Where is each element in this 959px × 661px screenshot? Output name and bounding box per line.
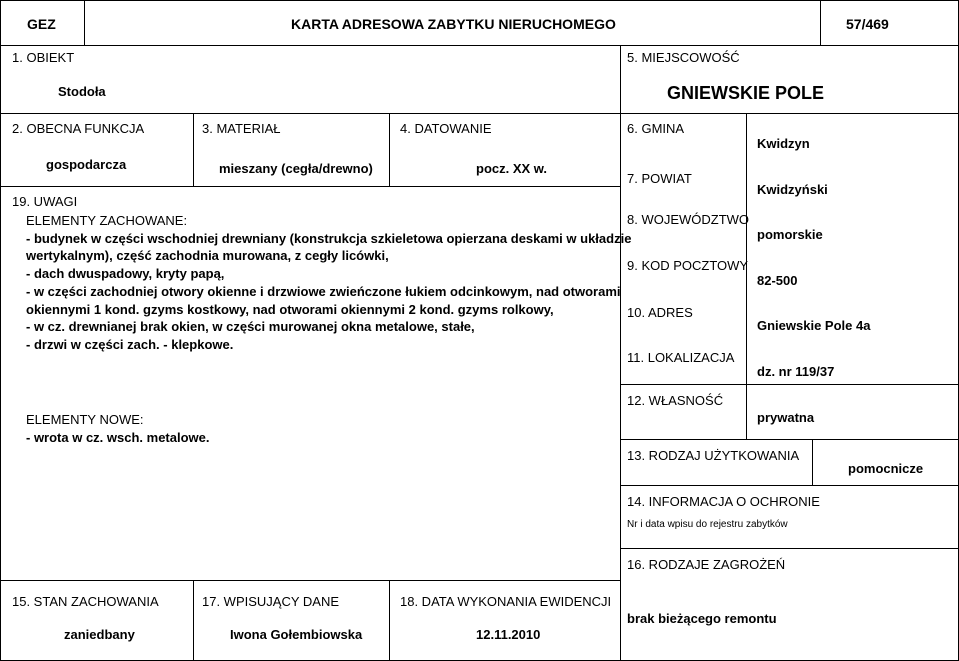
header-left: GEZ — [27, 16, 56, 32]
rodzaj-sep — [812, 439, 813, 485]
row2-sep-2 — [389, 113, 390, 186]
kod-value: 82-500 — [757, 273, 798, 288]
powiat-value: Kwidzyński — [757, 182, 828, 197]
right-divider-1 — [620, 384, 959, 385]
wlasnosc-label: 12. WŁASNOŚĆ — [627, 393, 724, 408]
gmina-value: Kwidzyn — [757, 136, 810, 151]
right-divider-2 — [620, 439, 959, 440]
wpisujacy-label: 17. WPISUJĄCY DANE — [202, 594, 340, 609]
adres-value: Gniewskie Pole 4a — [757, 318, 871, 333]
right-col-sep — [746, 113, 747, 384]
border-top — [0, 0, 959, 1]
row-divider-2 — [0, 186, 620, 187]
uwagi-new — [26, 411, 210, 446]
uwagi-text — [26, 212, 631, 354]
row-divider-3 — [0, 580, 620, 581]
page-title: KARTA ADRESOWA ZABYTKU NIERUCHOMEGO — [291, 16, 616, 32]
wlasnosc-sep — [746, 384, 747, 439]
uwagi-line: - w cz. drewnianej brak okien, w części murowanej okna metalowe, stałe, — [26, 319, 475, 335]
card-number: 57/469 — [846, 16, 889, 32]
wpisujacy-value: Iwona Gołembiowska — [230, 627, 363, 642]
uwagi-line: - w części zachodniej otwory okienne i drzwiowe zwieńczone łukiem odcinkowym, nad otworami — [26, 283, 621, 299]
header-divider — [0, 45, 959, 46]
stan-label: 15. STAN ZACHOWANIA — [12, 594, 159, 609]
right-divider-4 — [620, 548, 959, 549]
lokalizacja-value: dz. nr 119/37 — [757, 364, 835, 379]
datowanie-label: 4. DATOWANIE — [400, 121, 492, 136]
datowanie-value: pocz. XX w. — [476, 161, 548, 176]
rodzaj-value: pomocnicze — [848, 461, 924, 476]
stan-value: zaniedbany — [64, 627, 135, 642]
bottom-sep-1 — [193, 580, 194, 661]
miejscowosc-value: GNIEWSKIE POLE — [667, 83, 825, 103]
lokalizacja-label: 11. LOKALIZACJA — [627, 350, 735, 365]
border-left — [0, 0, 1, 661]
bottom-sep-2 — [389, 580, 390, 661]
wlasnosc-value: prywatna — [757, 410, 815, 425]
wojewodztwo-value: pomorskie — [757, 227, 823, 242]
informacja-label: 14. INFORMACJA O OCHRONIE — [627, 494, 820, 509]
uwagi-line: wertykalnym), część zachodnia murowana, z cegły licówki, — [26, 248, 389, 264]
row2-sep-1 — [193, 113, 194, 186]
uwagi-new-line: - wrota w cz. wsch. metalowe. — [26, 429, 210, 445]
right-divider-3 — [620, 485, 959, 486]
data-value: 12.11.2010 — [476, 627, 541, 642]
uwagi-label: 19. UWAGI — [12, 194, 78, 209]
funkcja-label: 2. OBECNA FUNKCJA — [12, 121, 145, 136]
miejscowosc-label: 5. MIEJSCOWOŚĆ — [627, 50, 740, 65]
rodzaj-label: 13. RODZAJ UŻYTKOWANIA — [627, 448, 800, 463]
header-sep-2 — [820, 0, 821, 45]
row-divider-1 — [0, 113, 620, 114]
gmina-label: 6. GMINA — [627, 121, 685, 136]
obiekt-value: Stodoła — [58, 84, 106, 99]
obiekt-label: 1. OBIEKT — [12, 50, 75, 65]
uwagi-heading: ELEMENTY ZACHOWANE: — [26, 213, 188, 228]
zagrozenia-value: brak bieżącego remontu — [627, 611, 777, 626]
kod-label: 9. KOD POCZTOWY — [627, 258, 749, 273]
header-sep-1 — [84, 0, 85, 45]
uwagi-line: - dach dwuspadowy, kryty papą, — [26, 266, 225, 282]
powiat-label: 7. POWIAT — [627, 171, 692, 186]
uwagi-line: - drzwi w części zach. - klepkowe. — [26, 336, 234, 352]
uwagi-new-heading: ELEMENTY NOWE: — [26, 412, 144, 427]
zagrozenia-label: 16. RODZAJE ZAGROŻEŃ — [627, 557, 786, 572]
material-label: 3. MATERIAŁ — [202, 121, 281, 136]
data-label: 18. DATA WYKONANIA EWIDENCJI — [400, 594, 612, 609]
right-divider-0 — [620, 113, 959, 114]
adres-label: 10. ADRES — [627, 305, 693, 320]
informacja-sub: Nr i data wpisu do rejestru zabytków — [627, 519, 788, 530]
funkcja-value: gospodarcza — [46, 157, 127, 172]
material-value: mieszany (cegła/drewno) — [219, 161, 373, 176]
uwagi-line: - budynek w części wschodniej drewniany (konstrukcja szkieletowa opierzana deskami w układzie — [26, 230, 632, 246]
uwagi-line: okiennymi 1 kond. gzyms kostkowy, nad otworami okiennymi 2 kond. gzyms rolkowy, — [26, 301, 554, 317]
wojewodztwo-label: 8. WOJEWÓDZTWO — [627, 212, 750, 227]
